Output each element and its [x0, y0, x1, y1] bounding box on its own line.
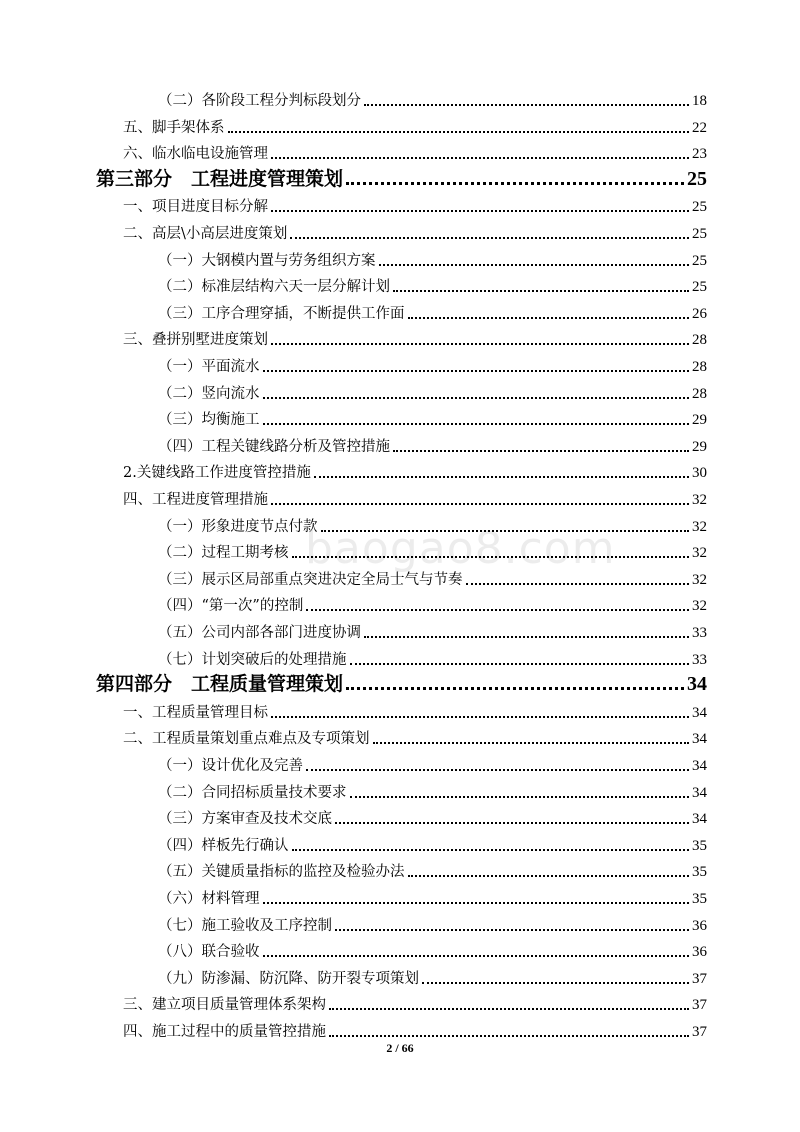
toc-entry-page-number: 33 — [692, 651, 707, 668]
toc-entry-title: 四、施工过程中的质量管控措施 — [123, 1024, 326, 1040]
toc-entry-title: （三）均衡施工 — [158, 412, 260, 429]
toc-entry-title: （四）工程关键线路分析及管控措施 — [158, 438, 390, 455]
toc-entry-title: （二）标准层结构六天一层分解计划 — [158, 279, 390, 296]
toc-entry[interactable] — [158, 512, 707, 536]
toc-entry-page-number: 26 — [692, 305, 707, 322]
toc-entry[interactable] — [158, 538, 707, 562]
dot-leader — [350, 663, 690, 665]
toc-entry-page-number: 25 — [692, 226, 707, 242]
toc-entry[interactable] — [158, 86, 707, 110]
dot-leader — [271, 210, 689, 212]
toc-entry-page-number: 34 — [692, 811, 707, 828]
toc-entry-title: 一、项目进度目标分解 — [123, 199, 268, 216]
toc-entry-title: （三）展示区局部重点突进决定全局士气与节奏 — [158, 571, 463, 588]
toc-entry[interactable] — [158, 405, 707, 429]
toc-entry-page-number: 18 — [692, 93, 707, 109]
toc-entry-title: （五）关键质量指标的监控及检验办法 — [158, 864, 405, 881]
dot-leader — [306, 769, 689, 771]
toc-entry[interactable] — [158, 645, 707, 669]
toc-entry[interactable] — [123, 113, 707, 137]
dot-leader — [263, 370, 690, 372]
toc-entry-page-number: 25 — [692, 279, 707, 296]
toc-entry-title: （二）过程工期考核 — [158, 545, 289, 562]
toc-entry[interactable] — [158, 299, 707, 323]
toc-entry-title: 一、工程质量管理目标 — [123, 704, 268, 721]
toc-entry-title: （三）方案审查及技术交底 — [158, 811, 332, 828]
toc-entry-title: （三）工序合理穿插，不断提供工作面 — [158, 305, 405, 322]
dot-leader — [364, 104, 689, 106]
toc-entry-title: 五、脚手架体系 — [123, 119, 225, 136]
toc-entry-title: 二、工程质量策划重点难点及专项策划 — [123, 731, 370, 748]
toc-entry-title: 四、工程进度管理措施 — [123, 492, 268, 508]
toc-entry[interactable] — [123, 192, 707, 216]
dot-leader — [292, 849, 690, 851]
toc-entry-title: （二）竖向流水 — [158, 385, 260, 402]
toc-entry-page-number: 37 — [692, 970, 707, 987]
toc-entry-page-number: 35 — [692, 837, 707, 854]
toc-entry-title: （六）材料管理 — [158, 891, 260, 907]
dot-leader — [306, 609, 689, 611]
toc-entry-page-number: 33 — [692, 625, 707, 641]
toc-entry-page-number: 32 — [692, 492, 707, 508]
toc-entry-page-number: 28 — [692, 359, 707, 375]
toc-entry-title: 第三部分 工程进度管理策划 — [96, 167, 344, 190]
toc-entry[interactable] — [158, 591, 707, 615]
toc-entry-page-number: 32 — [692, 571, 707, 588]
dot-leader — [393, 450, 689, 452]
dot-leader — [393, 290, 689, 292]
toc-entry[interactable] — [158, 352, 707, 376]
toc-entry-page-number: 34 — [692, 758, 707, 774]
toc-entry[interactable] — [158, 911, 707, 935]
dot-leader — [292, 556, 690, 558]
dot-leader — [263, 397, 690, 399]
toc-entry-page-number: 36 — [692, 944, 707, 961]
dot-leader — [228, 131, 690, 133]
toc-entry-page-number: 25 — [692, 199, 707, 216]
dot-leader — [263, 423, 690, 425]
dot-leader — [329, 1035, 689, 1037]
dot-leader — [346, 687, 684, 690]
toc-entry-title: 三、建立项目质量管理体系架构 — [123, 997, 326, 1014]
toc-entry[interactable] — [123, 698, 707, 722]
toc-entry[interactable] — [158, 565, 707, 589]
dot-leader — [321, 530, 690, 532]
dot-leader — [335, 929, 689, 931]
toc-entry-page-number: 37 — [692, 997, 707, 1014]
toc-entry[interactable] — [158, 831, 707, 855]
watermark: baogao8.com — [305, 523, 616, 574]
toc-entry-page-number: 34 — [692, 784, 707, 801]
toc-entry[interactable] — [123, 724, 707, 748]
toc-entry-title: （七）计划突破后的处理措施 — [158, 651, 347, 668]
toc-entry-title: （一）平面流水 — [158, 359, 260, 375]
toc-entry-page-number: 34 — [692, 731, 707, 748]
toc-entry-page-number: 29 — [692, 438, 707, 455]
toc-entry[interactable] — [158, 379, 707, 403]
dot-leader — [271, 157, 689, 159]
toc-entry-title: （二）各阶段工程分判标段划分 — [158, 93, 361, 109]
toc-entry[interactable] — [158, 246, 707, 270]
toc-entry-title: （二）合同招标质量技术要求 — [158, 784, 347, 801]
toc-entry[interactable] — [158, 937, 707, 961]
toc-entry[interactable] — [158, 804, 707, 828]
toc-part-heading[interactable] — [96, 162, 707, 190]
toc-entry-title: （一）设计优化及完善 — [158, 758, 303, 774]
toc-entry-title: 二、高层\小高层进度策划 — [123, 226, 288, 242]
toc-entry[interactable] — [123, 485, 707, 509]
toc-entry[interactable] — [123, 990, 707, 1014]
dot-leader — [408, 317, 690, 319]
dot-leader — [373, 742, 690, 744]
dot-leader — [379, 264, 690, 266]
dot-leader — [329, 1008, 689, 1010]
toc-entry-title: （八）联合验收 — [158, 944, 260, 961]
toc-entry[interactable] — [123, 325, 707, 349]
dot-leader — [422, 982, 689, 984]
dot-leader — [271, 716, 689, 718]
dot-leader — [466, 583, 690, 585]
toc-entry[interactable] — [158, 751, 707, 775]
toc-entry[interactable] — [123, 1017, 707, 1041]
toc-entry-page-number: 35 — [692, 891, 707, 907]
toc-entry-title: 2.关键线路工作进度管控措施 — [123, 465, 311, 482]
toc-entry-page-number: 28 — [692, 332, 707, 349]
dot-leader — [290, 237, 689, 239]
dot-leader — [263, 902, 690, 904]
toc-entry-title: 第四部分 工程质量管理策划 — [96, 673, 344, 696]
dot-leader — [314, 476, 689, 478]
toc-entry-title: （一）大钢模内置与劳务组织方案 — [158, 252, 376, 269]
toc-entry-page-number: 28 — [692, 385, 707, 402]
dot-leader — [271, 343, 689, 345]
toc-entry-page-number: 29 — [692, 412, 707, 429]
toc-entry-page-number: 22 — [692, 119, 707, 136]
toc-entry[interactable] — [158, 618, 707, 642]
toc-entry-page-number: 32 — [692, 545, 707, 562]
toc-entry-page-number: 32 — [692, 598, 707, 615]
toc-entry[interactable] — [158, 964, 707, 988]
toc-entry[interactable] — [158, 778, 707, 802]
toc-entry-page-number: 35 — [692, 864, 707, 881]
toc-entry[interactable] — [123, 139, 707, 163]
dot-leader — [263, 955, 690, 957]
toc-entry-title: （一）形象进度节点付款 — [158, 518, 318, 535]
toc-part-heading[interactable] — [96, 667, 707, 695]
toc-entry-title: （四）样板先行确认 — [158, 837, 289, 854]
toc-entry[interactable] — [158, 272, 707, 296]
toc-entry[interactable] — [158, 884, 707, 908]
toc-entry-page-number: 34 — [692, 704, 707, 721]
toc-entry-page-number: 34 — [687, 673, 707, 696]
toc-entry-page-number: 30 — [692, 465, 707, 482]
toc-entry-page-number: 25 — [687, 167, 707, 190]
toc-entry-title: 三、叠拼别墅进度策划 — [123, 332, 268, 349]
toc-entry-title: （七）施工验收及工序控制 — [158, 917, 332, 934]
toc-entry-page-number: 37 — [692, 1024, 707, 1040]
dot-leader — [350, 796, 690, 798]
toc-entry[interactable] — [123, 458, 707, 482]
toc-entry-page-number: 36 — [692, 917, 707, 934]
toc-entry[interactable] — [123, 219, 707, 243]
dot-leader — [335, 822, 689, 824]
toc-entry-title: 六、临水临电设施管理 — [123, 146, 268, 163]
toc-entry-title: （九）防渗漏、防沉降、防开裂专项策划 — [158, 970, 419, 987]
dot-leader — [408, 875, 690, 877]
toc-entry-title: （四）“第一次”的控制 — [158, 598, 304, 615]
toc-entry-page-number: 32 — [692, 518, 707, 535]
toc-entry[interactable] — [158, 432, 707, 456]
toc-entry-page-number: 23 — [692, 146, 707, 163]
page-number-footer: 2 / 66 — [386, 1041, 414, 1055]
toc-entry[interactable] — [158, 857, 707, 881]
dot-leader — [346, 182, 684, 185]
dot-leader — [271, 503, 689, 505]
dot-leader — [364, 636, 689, 638]
toc-entry-page-number: 25 — [692, 252, 707, 269]
toc-entry-title: （五）公司内部各部门进度协调 — [158, 625, 361, 641]
